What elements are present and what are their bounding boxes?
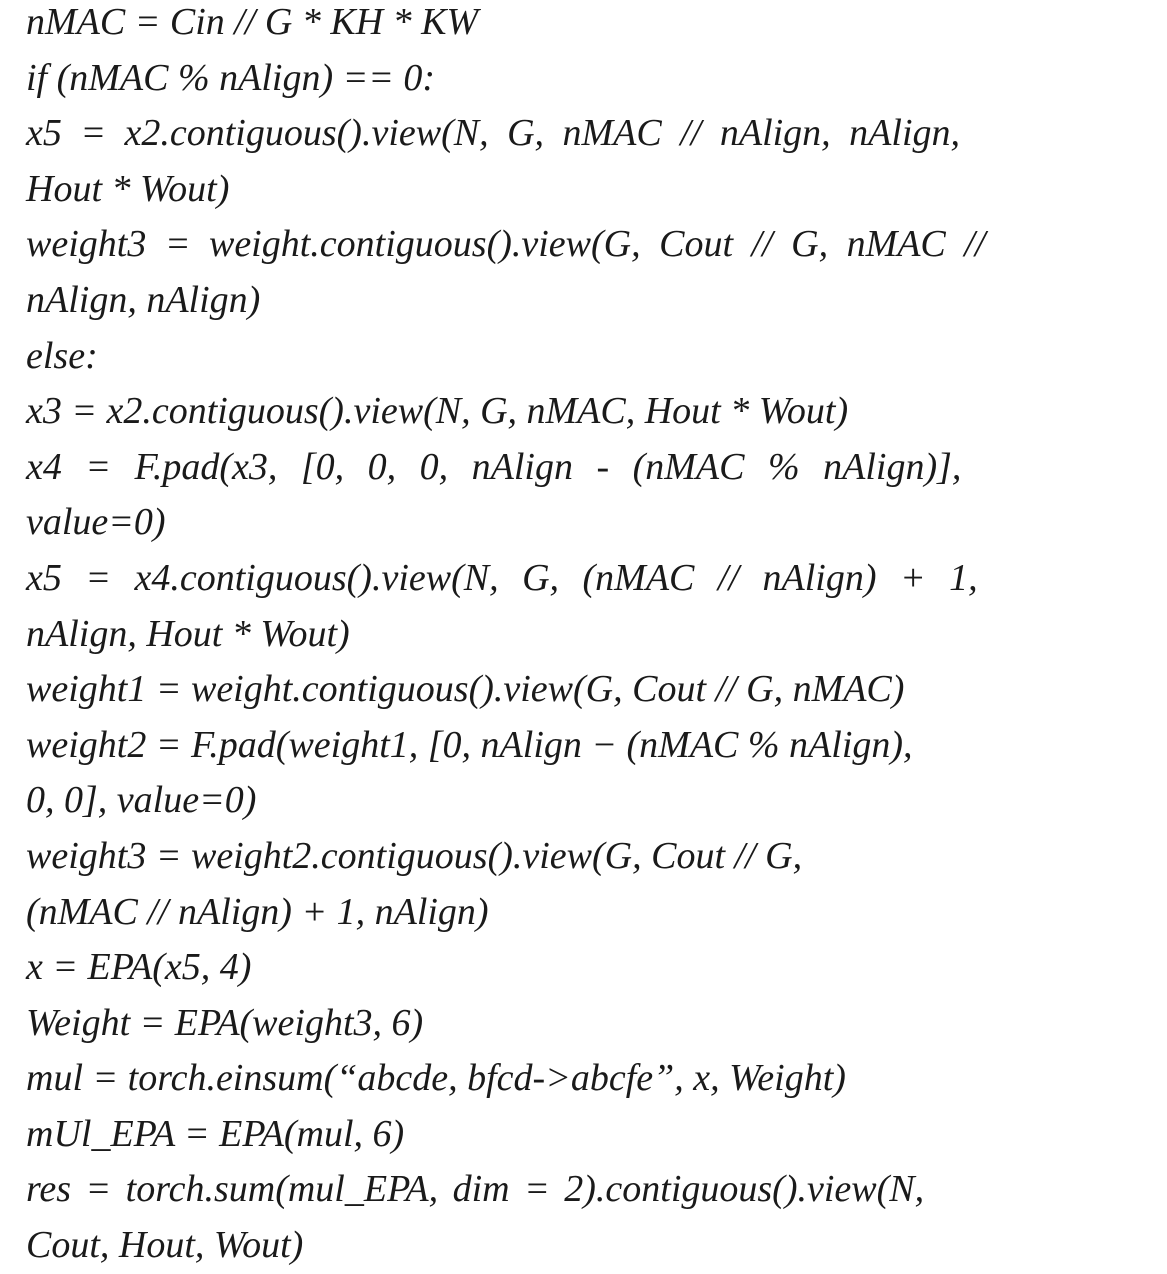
code-line: 0, 0], value=0) (26, 779, 257, 822)
code-line: else: (26, 334, 98, 377)
code-line: value=0) (26, 501, 166, 544)
code-line: x = EPA(x5, 4) (26, 946, 252, 989)
code-line: Weight = EPA(weight3, 6) (26, 1001, 424, 1044)
code-line: weight1 = weight.contiguous().view(G, Cout // G, nMAC) (26, 668, 905, 711)
code-listing (26, 0, 1026, 1274)
code-line: weight3 = weight.contiguous().view(G, Cout // G, nMAC // (26, 223, 986, 266)
code-line: x5 = x4.contiguous().view(N, G, (nMAC // nAlign) + 1, (26, 556, 978, 599)
code-line: nAlign, Hout * Wout) (26, 612, 350, 655)
code-line: mul = torch.einsum(“abcde, bfcd->abcfe”, x, Weight) (26, 1057, 846, 1100)
code-line: mUl_EPA = EPA(mul, 6) (26, 1112, 405, 1155)
code-line: x4 = F.pad(x3, [0, 0, 0, nAlign - (nMAC % nAlign)], (26, 445, 962, 488)
code-line: Hout * Wout) (26, 167, 230, 210)
code-line: Cout, Hout, Wout) (26, 1224, 304, 1267)
code-line: weight3 = weight2.contiguous().view(G, Cout // G, (26, 834, 803, 877)
code-line: (nMAC // nAlign) + 1, nAlign) (26, 890, 489, 933)
code-line: res = torch.sum(mul_EPA, dim = 2).contiguous().view(N, (26, 1168, 925, 1211)
code-line: nAlign, nAlign) (26, 278, 261, 321)
code-line: nMAC = Cin // G * KH * KW (26, 1, 479, 43)
code-line: x3 = x2.contiguous().view(N, G, nMAC, Hout * Wout) (26, 390, 849, 433)
code-line: weight2 = F.pad(weight1, [0, nAlign − (nMAC % nAlign), (26, 723, 913, 766)
code-line: x5 = x2.contiguous().view(N, G, nMAC // nAlign, nAlign, (26, 112, 961, 155)
code-line: if (nMAC % nAlign) == 0: (26, 56, 436, 99)
